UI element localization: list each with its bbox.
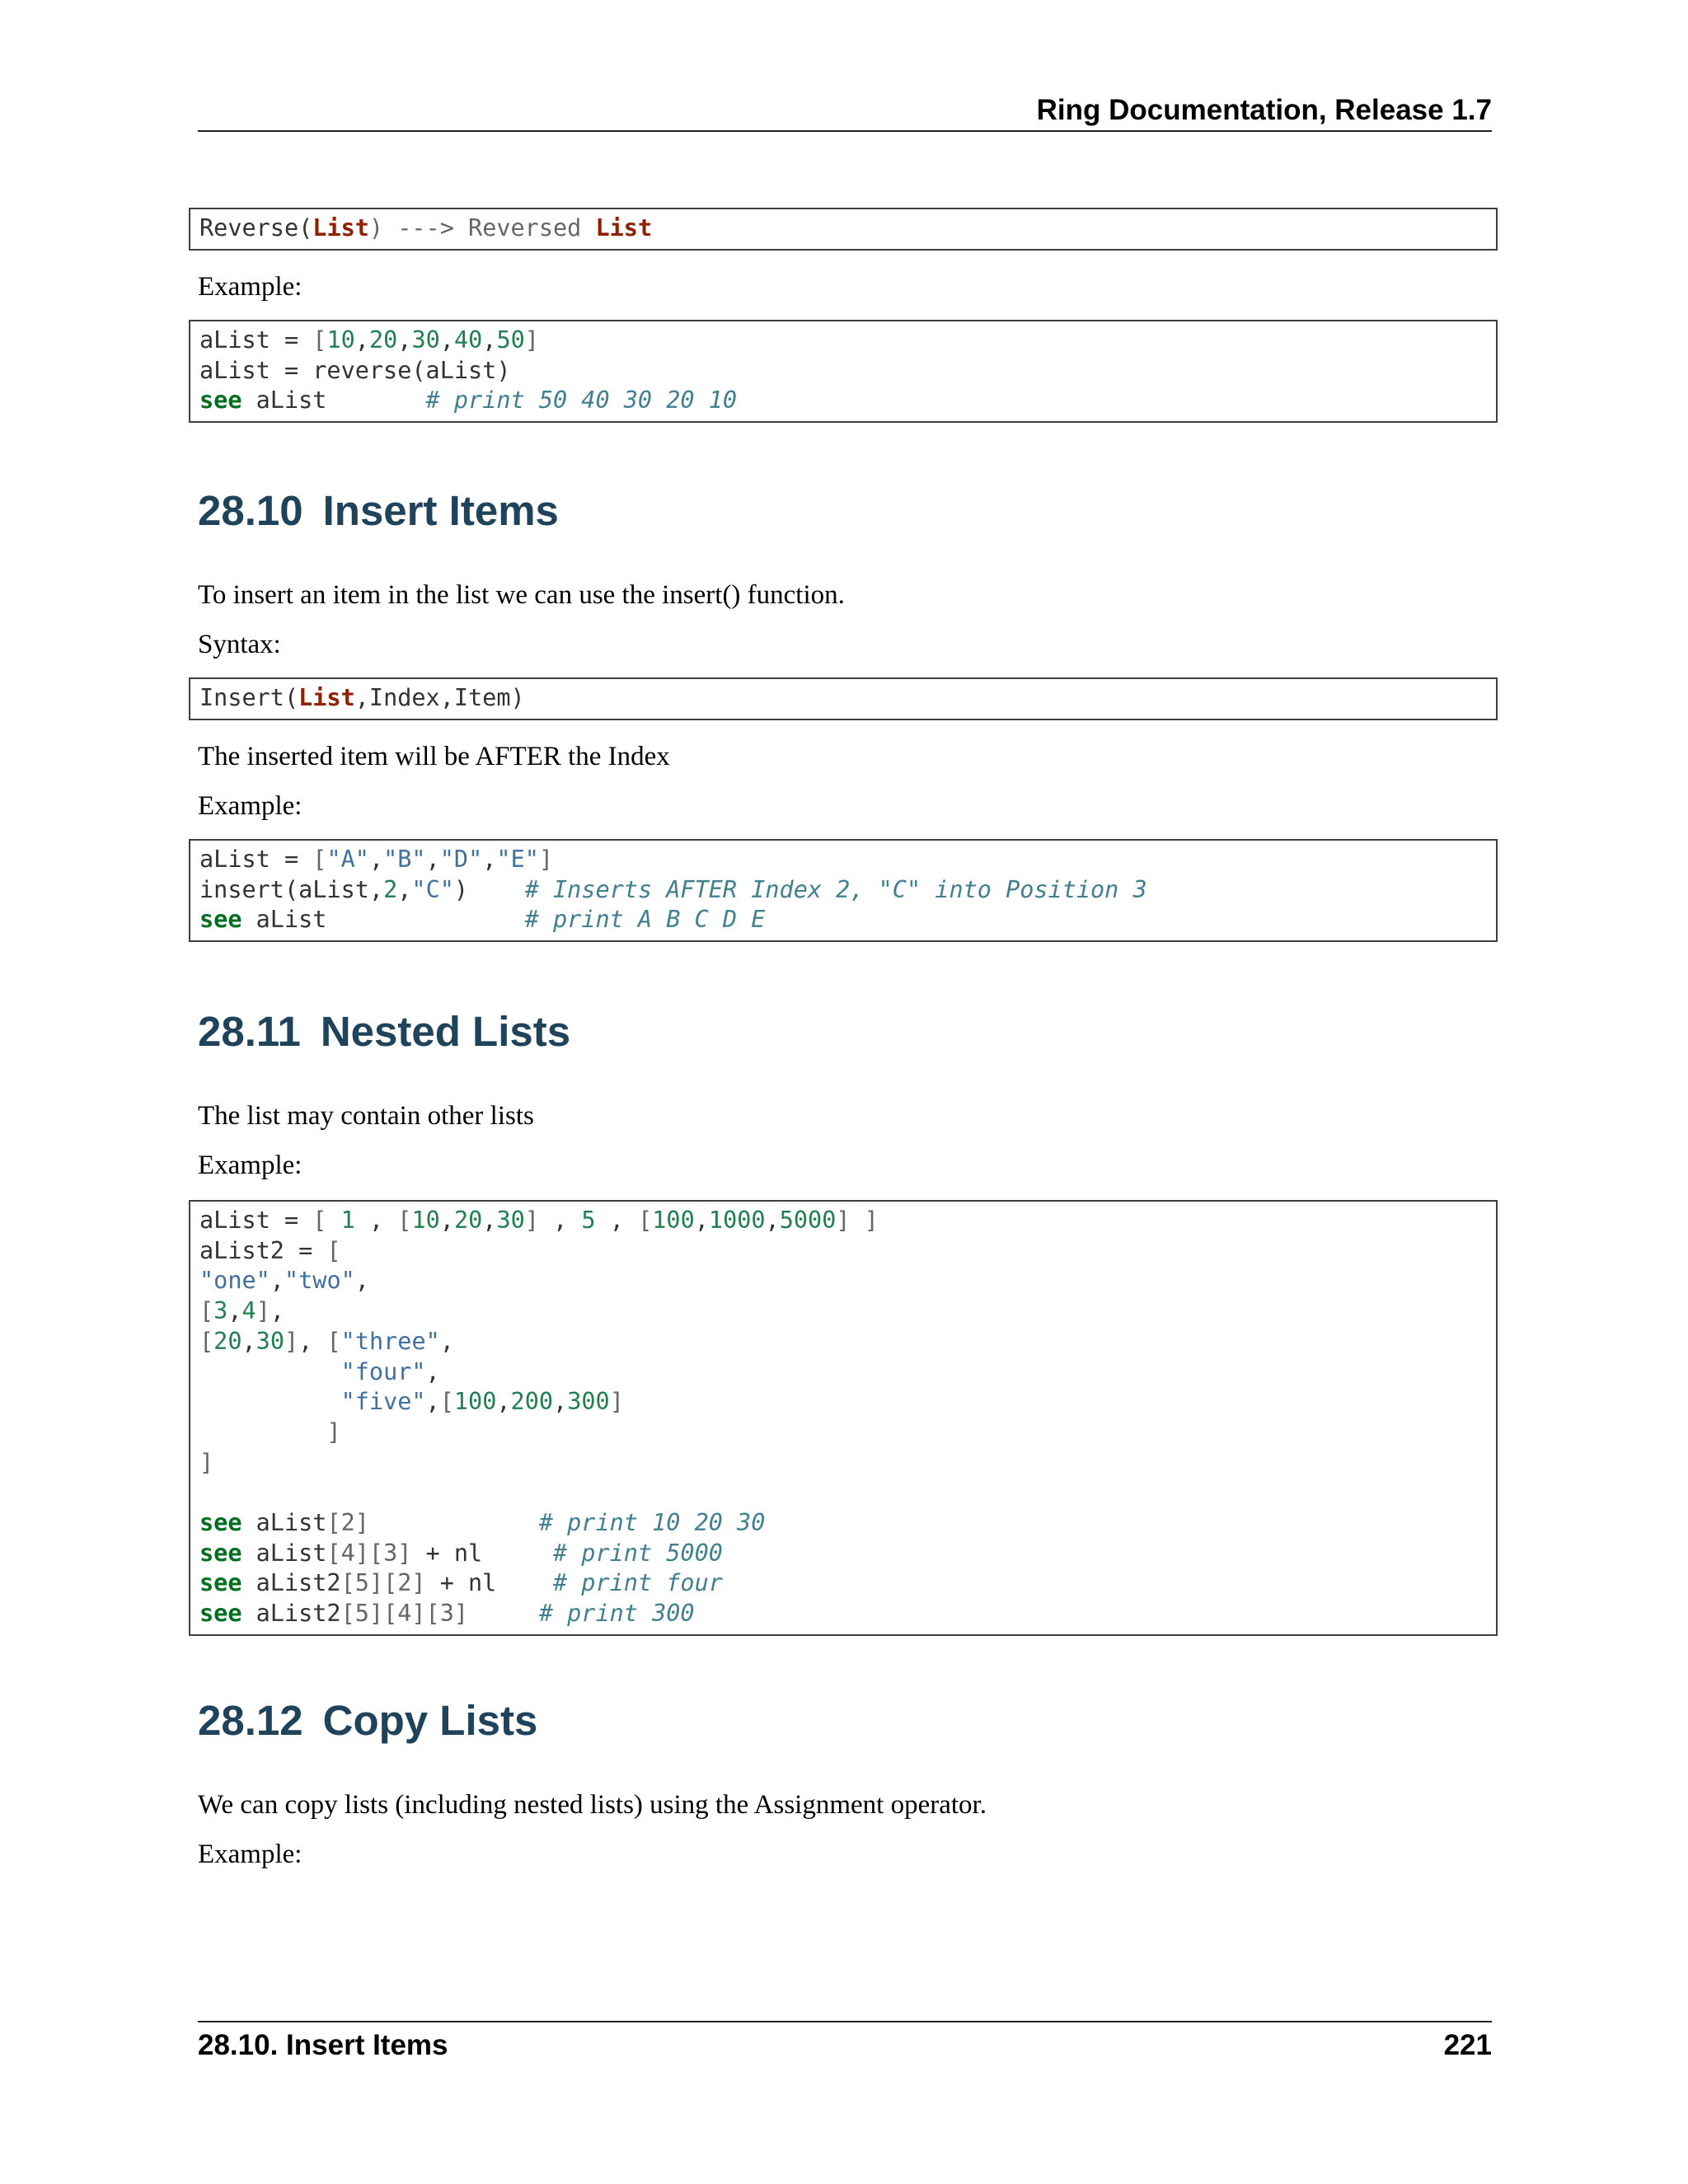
footer-section-title: 28.10. Insert Items — [198, 2029, 448, 2061]
nested-intro-text: The list may contain other lists — [198, 1101, 534, 1131]
reverse-syntax-code: Reverse(List) ---> Reversed List — [189, 208, 1498, 251]
reverse-example-code: aList = [10,20,30,40,50] aList = reverse(aList) see aList # print 50 40 30 20 10 — [189, 320, 1498, 423]
footer-rule — [198, 2021, 1492, 2022]
nested-example-label: Example: — [198, 1151, 302, 1180]
section-heading-copy-lists: 28.12 Copy Lists — [198, 1697, 538, 1744]
insert-example-code: aList = ["A","B","D","E"] insert(aList,2,"C") # Inserts AFTER Index 2, "C" into Position 3 see aList # print A B C D E — [189, 839, 1498, 942]
reverse-example-label: Example: — [198, 272, 302, 302]
footer-page-number: 221 — [1443, 2029, 1492, 2061]
insert-example-label: Example: — [198, 791, 302, 821]
insert-note-text: The inserted item will be AFTER the Index — [198, 742, 670, 771]
insert-intro-text: To insert an item in the list we can use the insert() function. — [198, 580, 845, 610]
section-heading-insert-items: 28.10 Insert Items — [198, 487, 559, 534]
insert-syntax-label: Syntax: — [198, 630, 281, 659]
copy-intro-text: We can copy lists (including nested lists) using the Assignment operator. — [198, 1790, 987, 1820]
nested-example-code: aList = [ 1 , [10,20,30] , 5 , [100,1000,5000] ] aList2 = [ "one","two", [3,4], [20,30], ["three", "four", "five",[100,200,300] ] ] see aList[2] # print 10 20 30 see aList[4][3] + nl # print 5000 see aList2[5][2] + nl # print four see aList2[5][4][3] # print 300 — [189, 1200, 1498, 1636]
section-heading-nested-lists: 28.11 Nested Lists — [198, 1008, 571, 1055]
insert-syntax-code: Insert(List,Index,Item) — [189, 677, 1498, 720]
running-header: Ring Documentation, Release 1.7 — [1036, 94, 1492, 126]
copy-example-label: Example: — [198, 1840, 302, 1869]
header-rule — [198, 130, 1492, 132]
